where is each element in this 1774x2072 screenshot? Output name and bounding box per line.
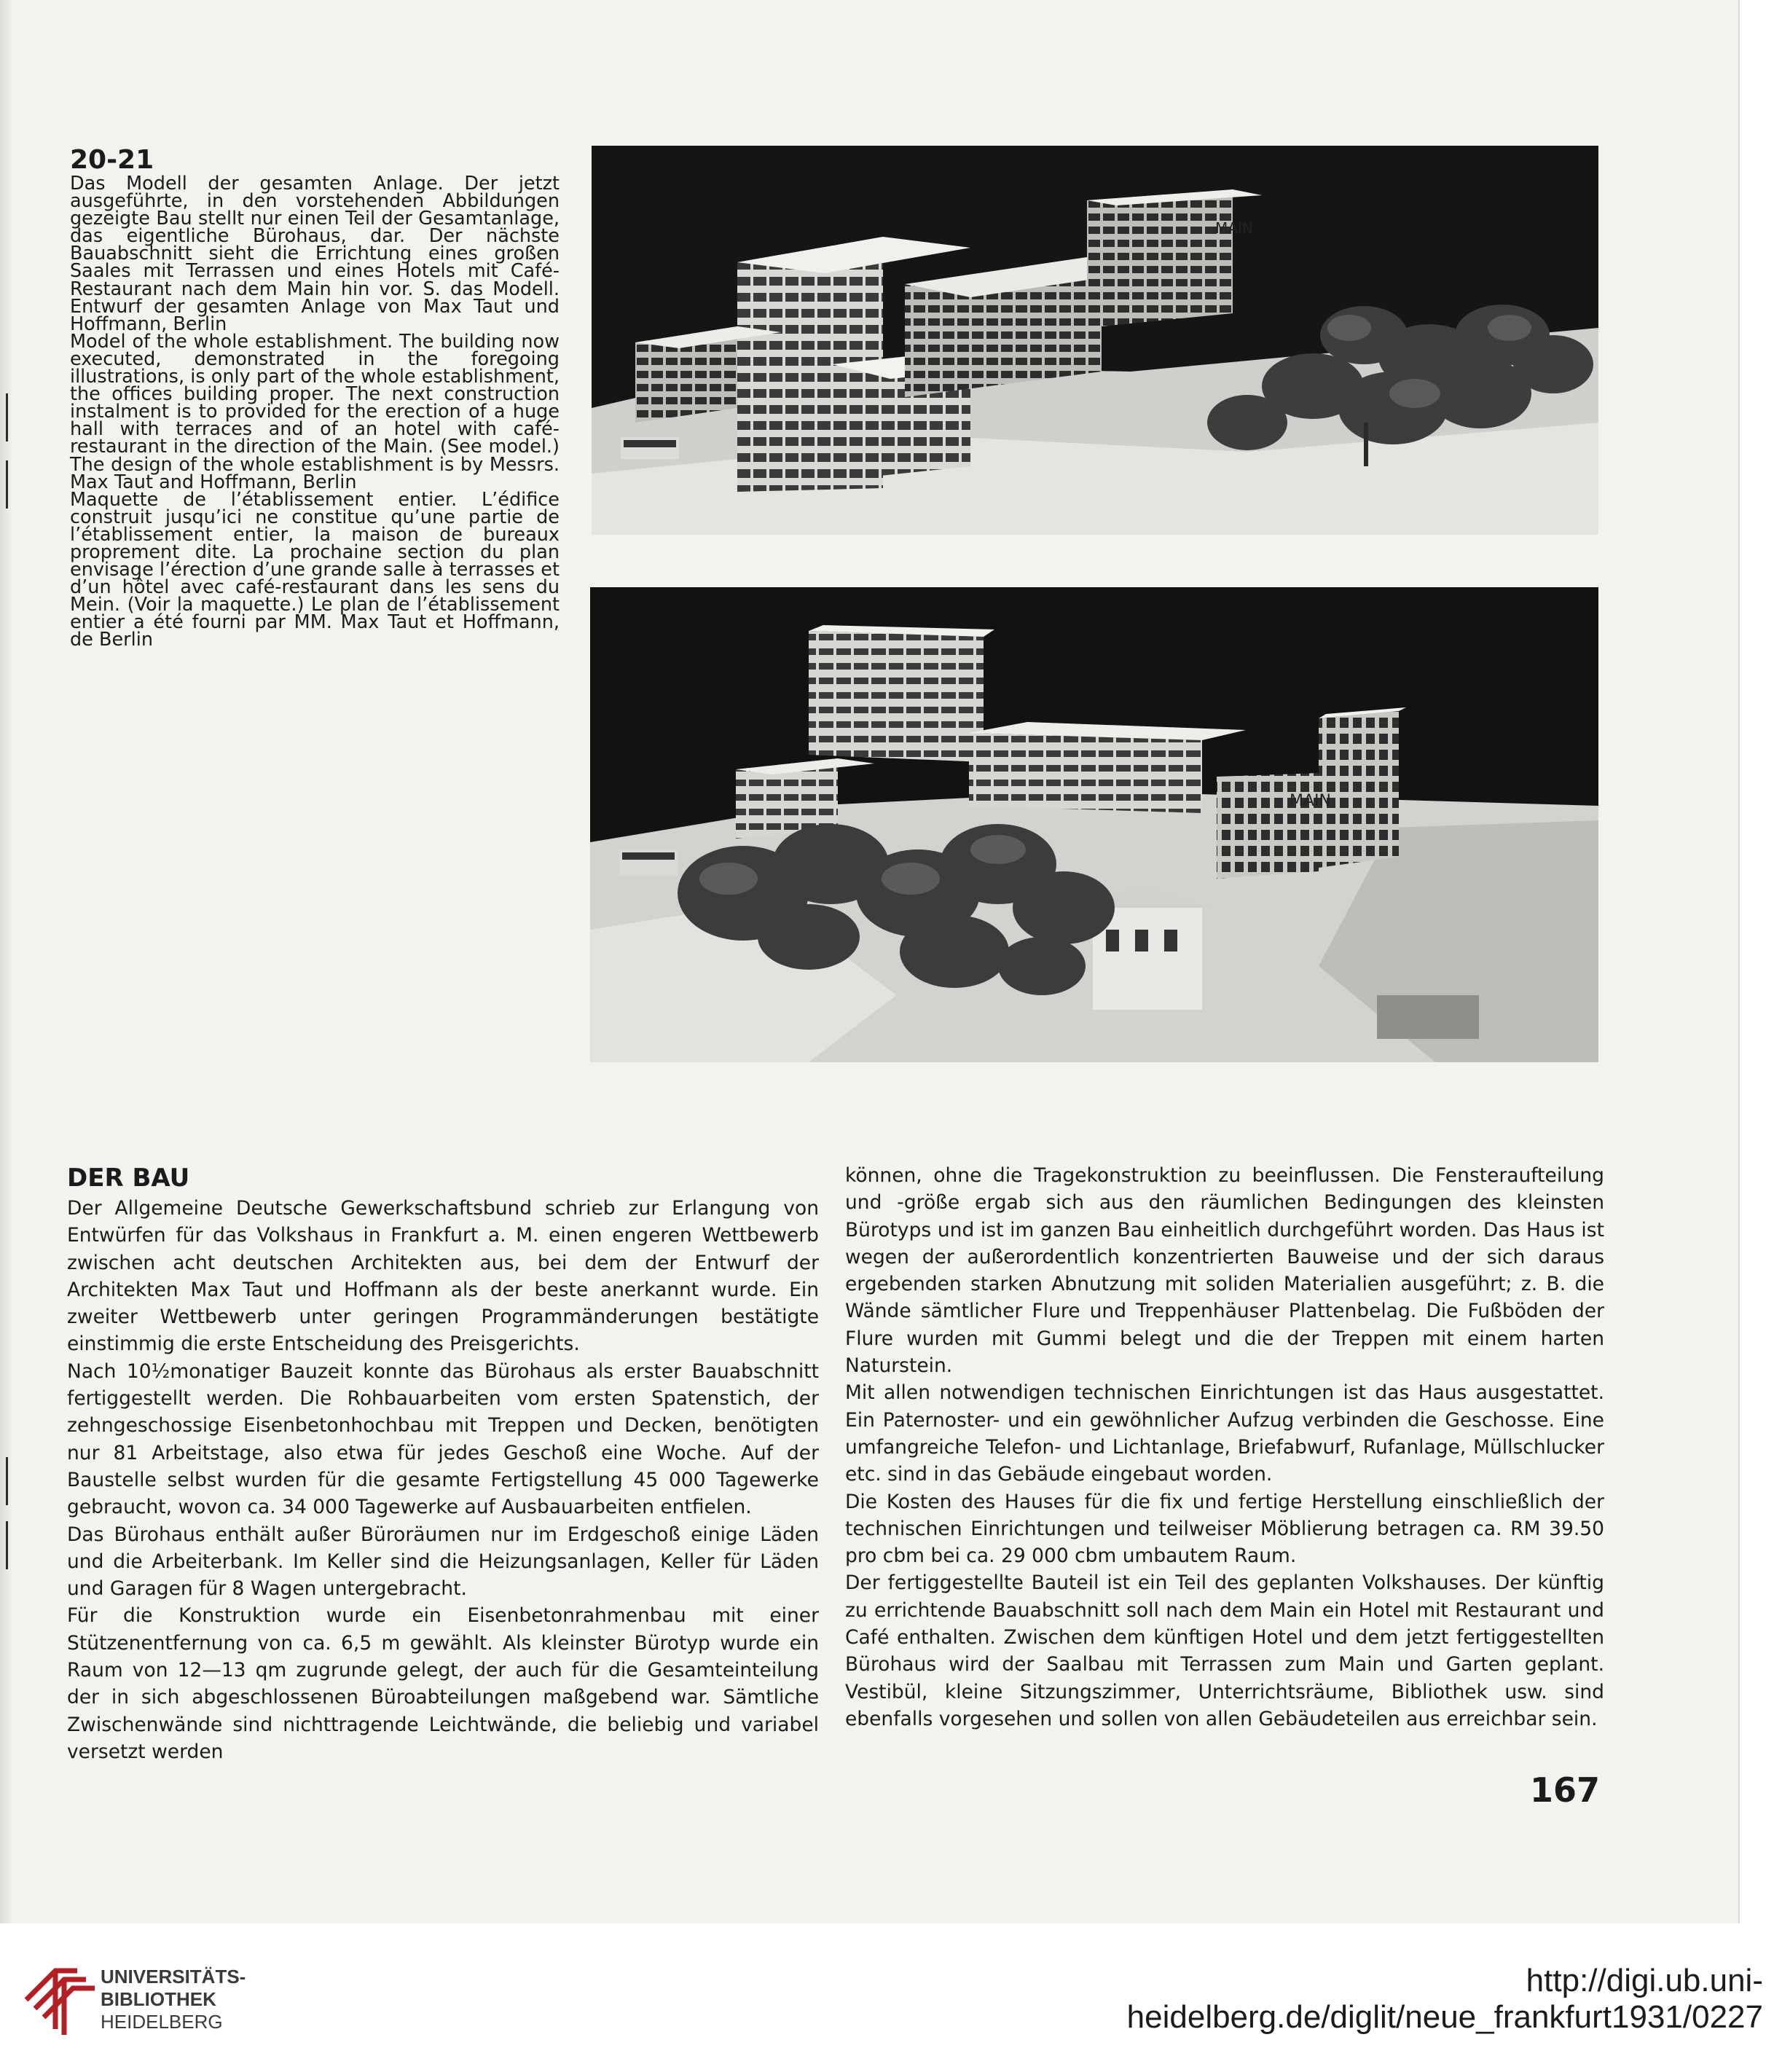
- paragraph: Nach 10½monatiger Bauzeit konnte das Bürohaus als erster Bauabschnitt fertiggestellt werden. Die Rohbauarbeiten vom ersten Spatenstich, der zehngeschossige Eisenbetonhochbau mit Treppen und Decken, benötigten nur 81 Arbeitstage, also etwa für jedes Geschoß eine Woche. Auf der Baustelle selbst wurden für die gesamte Fertigstellung 45 000 Tagewerke gebraucht, wovon ca. 34 000 Tagewerke auf Ausbauarbeiten entfielen.: [67, 1359, 819, 1519]
- paragraph: Die Kosten des Hauses für die fix und fertige Herstellung einschließlich der technischen Einrichtungen und teilweiser Möblierung betragen ca. RM 39.50 pro cbm bei ca. 29 000 cbm umbautem Raum.: [845, 1490, 1604, 1568]
- paragraph: Das Bürohaus enthält außer Büroräumen nur im Erdgeschoß einige Läden und die Arbeiterbank. Im Keller sind die Heizungsanlagen, Keller für Läden und Garagen für 8 Wagen untergebracht.: [67, 1523, 819, 1601]
- hotel-sign-2: MAIN: [1290, 792, 1331, 810]
- paragraph: Mit allen notwendigen technischen Einrichtungen ist das Haus ausgestattet. Ein Paternoster- und ein gewöhnlicher Aufzug verbinden die Geschosse. Eine umfangreiche Telefon- und Lichtanlage, Briefabwurf, Rufanlage, Müllschlucker etc. sind in das Gebäude eingebaut worden.: [845, 1381, 1604, 1486]
- margin-mark: [6, 460, 8, 509]
- left-column: [67, 1164, 819, 1765]
- margin-mark: [6, 1457, 8, 1505]
- library-logo-icon: [19, 1956, 106, 2044]
- margin-mark: [6, 1521, 8, 1569]
- figure-number: 20-21: [70, 145, 154, 175]
- figure-caption: [70, 146, 560, 649]
- library-name: [101, 1966, 246, 2033]
- caption-french: Maquette de l’établissement entier. L’édifice construit jusqu’ici ne constitue qu’une partie de l’établissement entier, la maison de bureaux proprement dite. La prochaine section du plan envisage l’érection d’une grande salle à terrasses et d’un hôtel avec café-restaurant dans les sens du Mein. (Voir la maquette.) Le plan de l’établissement entier a été fourni par MM. Max Taut et Hoffmann, de Berlin: [70, 488, 560, 651]
- paragraph: können, ohne die Tragekonstruktion zu beeinflussen. Die Fensteraufteilung und -größe ergab sich aus den räumlichen Bedingungen des kleinsten Bürotyps und ist im ganzen Bau einheitlich durchgeführt worden. Das Haus ist wegen der außerordentlich konzentrierten Bauweise und der sich daraus ergebenden starken Abnutzung mit soliden Materialien ausgeführt; z. B. die Wände sämtlicher Flure und Treppenhäuser Plattenbelag. Die Fußböden der Flure wurden mit Gummi belegt und die der Treppen mit einem harten Naturstein.: [845, 1164, 1604, 1378]
- right-column: [845, 1162, 1604, 1732]
- library-line: UNIVERSITÄTS-: [101, 1966, 246, 1987]
- paragraph: Der fertiggestellte Bauteil ist ein Teil des geplanten Volkshauses. Der künftig zu errichtende Bauabschnitt soll nach dem Main ein Hotel mit Restaurant und Café enthalten. Zwischen dem künftigen Hotel und dem jetzt fertiggestellten Bürohaus wird der Saalbau mit Terrassen zum Main und Garten geplant. Vestibül, kleine Sitzungszimmer, Unterrichtsräume, Bibliothek usw. sind ebenfalls vorgesehen und sollen von allen Gebäudeteilen aus erreichbar sein.: [845, 1571, 1604, 1730]
- page-gutter: [0, 0, 13, 1923]
- model-photo-2: [590, 587, 1598, 1062]
- paragraph: Der Allgemeine Deutsche Gewerkschaftsbund schrieb zur Erlangung von Entwürfen für das Volkshaus in Frankfurt a. M. einen engeren Wettbewerb zwischen acht deutschen Architekten aus, bei dem der Entwurf der Architekten Max Taut und Hoffmann als der beste anerkannt wurde. Ein zweiter Wettbewerb unter geringen Programmänderungen bestätigte einstimmig die erste Entscheidung des Preisgerichts.: [67, 1197, 819, 1356]
- source-url[interactable]: http://digi.ub.uni-heidelberg.de/diglit/neue_frankfurt1931/0227: [1126, 1963, 1763, 2035]
- hotel-sign: MAIN: [1215, 219, 1253, 237]
- model-photo-1: [592, 146, 1598, 535]
- margin-mark: [6, 393, 8, 442]
- section-heading: DER BAU: [67, 1163, 190, 1193]
- caption-english: Model of the whole establishment. The building now executed, demonstrated in the foregoing illustrations, is only part of the whole establishment, the offices building proper. The next construction instalment is to provided for the erection of a huge hall with terraces and of an hotel with café-restaurant in the direction of the Main. (See model.) The design of the whole establishment is by Messrs. Max Taut and Hoffmann, Berlin: [70, 330, 560, 493]
- library-line: BIBLIOTHEK: [101, 1988, 216, 2010]
- page-number: 167: [1530, 1770, 1601, 1810]
- library-line: HEIDELBERG: [101, 2011, 223, 2033]
- caption-german: Das Modell der gesamten Anlage. Der jetzt ausgeführte, in den vorstehenden Abbildungen gezeigte Bau stellt nur einen Teil der Gesamtanlage, das eigentliche Bürohaus, dar. Der nächste Bauabschnitt sieht die Errichtung eines großen Saales mit Terrassen und eines Hotels mit Café-Restaurant nach dem Main hin vor. S. das Modell. Entwurf der gesamten Anlage von Max Taut und Hoffmann, Berlin: [70, 173, 560, 335]
- paragraph: Für die Konstruktion wurde ein Eisenbetonrahmenbau mit einer Stützenentfernung von ca. 6,5 m gewählt. Als kleinster Bürotyp wurde ein Raum von 12—13 qm zugrunde gelegt, der auch für die Gesamteinteilung der in sich abgeschlossenen Büroabteilungen maßgebend war. Sämtliche Zwischenwände sind nichttragende Leichtwände, die beliebig und variabel versetzt werden: [67, 1604, 819, 1763]
